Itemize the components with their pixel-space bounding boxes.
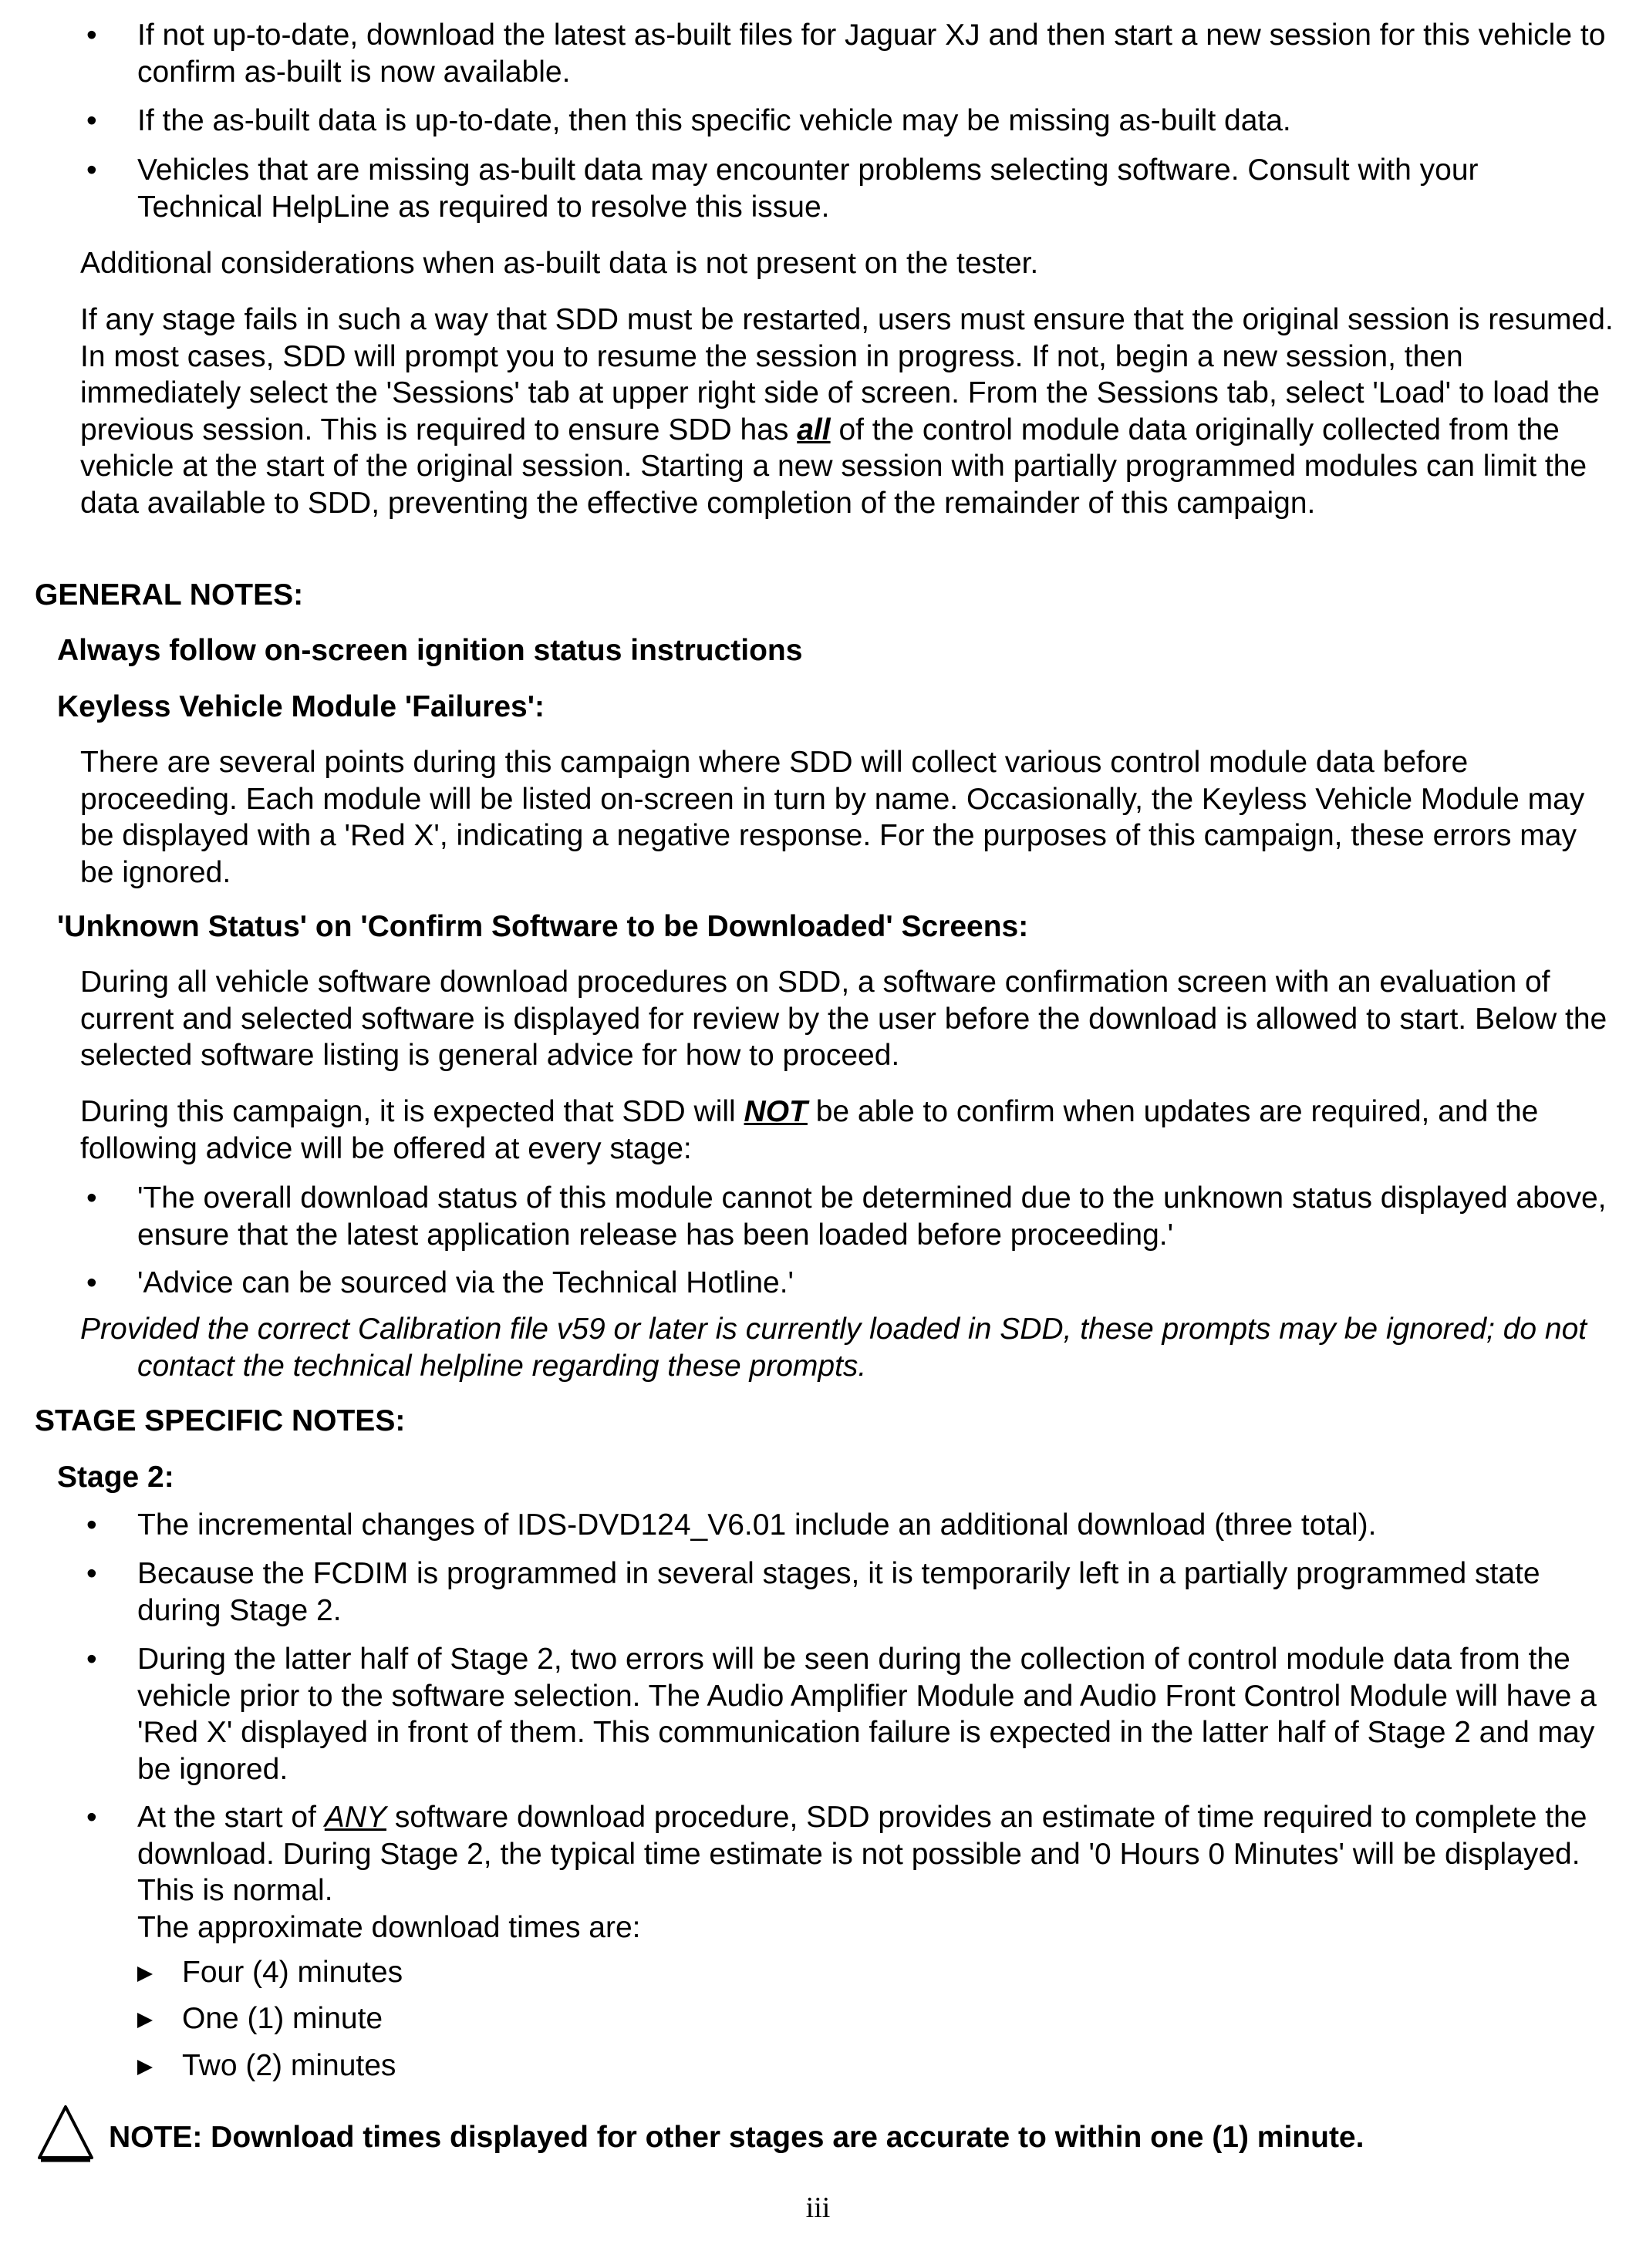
bullet-text: 'Advice can be sourced via the Technical Hotline.': [137, 1266, 794, 1299]
list-item: [86, 1265, 1610, 1302]
keyless-heading: Keyless Vehicle Module 'Failures':: [57, 690, 545, 723]
bullet-text: [137, 1799, 1610, 1946]
bullet-text: During the latter half of Stage 2, two errors will be seen during the collection of control module data from the vehicle prior to the software selection. The Audio Amplifier Module and Audio Front Control Module will have a 'Red X' displayed in front of them. This communication failure is expected in the latter half of Stage 2 and may be ignored.: [137, 1643, 1597, 1786]
warning-triangle-icon: [35, 2104, 96, 2165]
bullet-icon: •: [86, 1557, 97, 1590]
unknown-status-heading: 'Unknown Status' on 'Confirm Software to be Downloaded' Screens:: [57, 910, 1029, 943]
additional-considerations: Additional considerations when as-built data is not present on the tester.: [80, 247, 1039, 280]
restart-paragraph: [80, 302, 1615, 521]
bullet-text: Because the FCDIM is programmed in several stages, it is temporarily left in a partially programmed state during Stage 2.: [137, 1557, 1540, 1627]
bullet-icon: •: [86, 1801, 97, 1834]
unknown-status-paragraph: During all vehicle software download procedures on SDD, a software confirmation screen with an evaluation of current and selected software is displayed for review by the user before the download is allowed to start. Below the selected software listing is general advice for how to proceed.: [80, 966, 1607, 1072]
time-text: One (1) minute: [182, 2002, 383, 2035]
time-text: Four (4) minutes: [182, 1956, 403, 1989]
bullet-icon: •: [86, 19, 97, 52]
text: be able to confirm when updates are required, and the following advice will be offered at every stage:: [80, 1095, 1539, 1165]
stage-2-heading: Stage 2:: [57, 1461, 174, 1494]
stage-notes-heading: STAGE SPECIFIC NOTES:: [35, 1404, 406, 1437]
general-notes-heading: GENERAL NOTES:: [35, 578, 304, 612]
arrow-right-icon: [137, 1966, 153, 1982]
bullet-icon: •: [86, 153, 97, 187]
text: At the start of: [137, 1801, 325, 1834]
keyless-paragraph: There are several points during this campaign where SDD will collect various control module data before proceeding. Each module will be listed on-screen in turn by name. Occasionally, the Keyless Vehicle Module may be displayed with a 'Red X', indicating a negative response. For the purposes of this campaign, these errors may be ignored.: [80, 746, 1585, 889]
time-item: [137, 2000, 383, 2037]
text: If any stage fails in such a way that SDD must be restarted, users must ensure that the original session is resumed. In most cases, SDD will prompt you to resume the session in progress. If not, begin a new session, then immediately select the 'Sessions' tab at upper right side of screen. From the Sessions tab, select 'Load' to load the previous session. This is required to ensure SDD has: [80, 303, 1614, 447]
note-text: NOTE: Download times displayed for other stages are accurate to within one (1) minute.: [109, 2121, 1364, 2154]
time-item: [137, 2047, 396, 2084]
bullet-icon: •: [86, 1643, 97, 1676]
list-item: [86, 152, 1610, 225]
arrow-right-icon: [137, 2013, 153, 2028]
arrow-right-icon: [137, 2060, 153, 2075]
bullet-text: If the as-built data is up-to-date, then this specific vehicle may be missing as-built data.: [137, 104, 1291, 137]
text: During this campaign, it is expected that SDD will: [80, 1095, 744, 1128]
page-number: iii: [805, 2192, 831, 2224]
bullet-text: The incremental changes of IDS-DVD124_V6.01 include an additional download (three total).: [137, 1508, 1377, 1542]
bullet-icon: •: [86, 1266, 97, 1299]
list-item: [86, 103, 1610, 140]
text: software download procedure, SDD provides an estimate of time required to complete the download. During Stage 2, the typical time estimate is not possible and '0 Hours 0 Minutes' will be displayed. This is normal.: [137, 1801, 1587, 1907]
emphasis: ANY: [324, 1801, 386, 1834]
text: The approximate download times are:: [137, 1910, 641, 1944]
bullet-text: Vehicles that are missing as-built data may encounter problems selecting software. Consult with your Technical HelpLine as required to resolve this issue.: [137, 153, 1479, 224]
campaign-paragraph: [80, 1094, 1615, 1167]
time-item: [137, 1954, 403, 1991]
list-item: [86, 1507, 1610, 1544]
emphasis: NOT: [744, 1095, 808, 1128]
bullet-icon: •: [86, 1181, 97, 1215]
italic-note: Provided the correct Calibration file v59 or later is currently loaded in SDD, these prompts may be ignored; do not contact the technical helpline regarding these prompts.: [80, 1313, 1587, 1383]
bullet-icon: •: [86, 104, 97, 137]
ignition-heading: Always follow on-screen ignition status instructions: [57, 634, 803, 667]
list-item: [86, 1799, 1610, 1946]
text: of the control module data originally collected from the vehicle at the start of the original session. Starting a new session with partially programmed modules can limit the data available to SDD, preventing the effective completion of the remainder of this campaign.: [80, 413, 1587, 520]
download-note: [35, 2119, 1364, 2156]
bullet-icon: •: [86, 1508, 97, 1542]
list-item: [86, 1641, 1610, 1788]
bullet-text: If not up-to-date, download the latest as-built files for Jaguar XJ and then start a new session for this vehicle to confirm as-built is now available.: [137, 19, 1606, 89]
emphasis: all: [797, 413, 831, 447]
bullet-text: 'The overall download status of this module cannot be determined due to the unknown status displayed above, ensure that the latest application release has been loaded before proceeding.': [137, 1181, 1607, 1252]
list-item: [86, 17, 1610, 90]
time-text: Two (2) minutes: [182, 2049, 396, 2082]
list-item: [86, 1555, 1610, 1629]
list-item: [86, 1180, 1610, 1253]
